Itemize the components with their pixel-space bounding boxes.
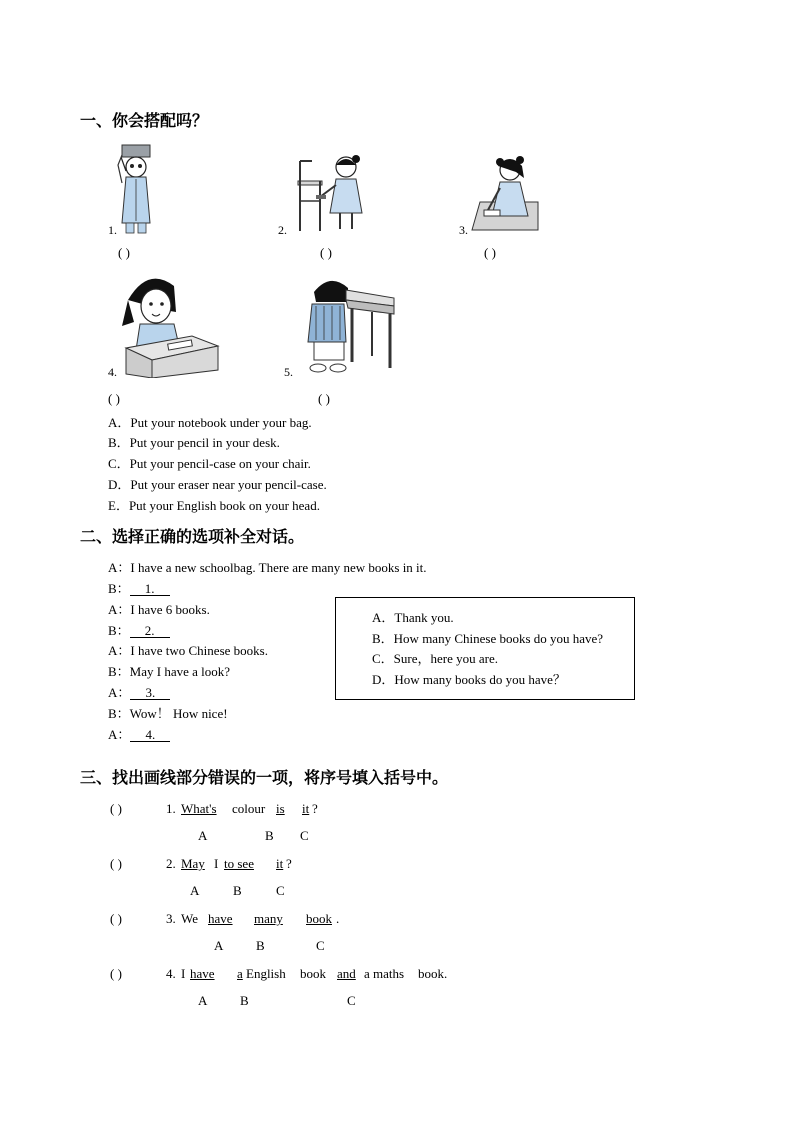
picture-5-answer[interactable]: ( ) xyxy=(318,391,330,406)
picture-2-chair xyxy=(290,151,382,233)
dialogue-line: A： 3. xyxy=(108,682,170,701)
dialogue-line: A： 4. xyxy=(108,724,170,743)
question-1-word-b: is xyxy=(276,801,285,816)
picture-4-answer[interactable]: ( ) xyxy=(108,391,120,406)
dialogue-line: B： 2. xyxy=(108,620,170,639)
question-3-answer[interactable]: ( ) xyxy=(110,911,122,926)
question-2-punct: ? xyxy=(286,856,292,871)
question-1-label-a: A xyxy=(198,828,208,843)
question-4-label-b: B xyxy=(240,993,249,1008)
question-2-label-b: B xyxy=(233,883,242,898)
question-4-word: a maths xyxy=(364,966,405,981)
answer-blank-4[interactable]: 4. xyxy=(130,728,170,742)
dialogue-line: A：I have two Chinese books. xyxy=(108,643,268,658)
question-4-word: English xyxy=(246,966,286,981)
question-3-word: We xyxy=(181,911,198,926)
question-4-label-a: A xyxy=(198,993,208,1008)
option-c: C．Put your pencil-case on your chair. xyxy=(108,456,311,471)
choice-b: B．How many Chinese books do you have? xyxy=(372,631,604,646)
question-3-number: 3. xyxy=(166,911,176,926)
dialogue-line: A：I have 6 books. xyxy=(108,602,210,617)
question-3-word-b: many xyxy=(254,911,283,926)
question-4-answer[interactable]: ( ) xyxy=(110,966,122,981)
question-3-word-c: book xyxy=(306,911,332,926)
answer-blank-2[interactable]: 2. xyxy=(130,624,170,638)
question-2-word-c: it xyxy=(276,856,284,871)
section2-heading: 二、选择正确的选项补全对话。 xyxy=(80,527,305,546)
question-1-label-b: B xyxy=(265,828,274,843)
question-3-label-a: A xyxy=(214,938,224,953)
question-4-word-b: a xyxy=(237,966,243,981)
question-1-word-a: What's xyxy=(181,801,217,816)
picture-2-answer[interactable]: ( ) xyxy=(320,245,332,260)
question-2-label-c: C xyxy=(276,883,285,898)
question-1-number: 1. xyxy=(166,801,176,816)
dialogue-line: B：May I have a look? xyxy=(108,664,231,679)
question-3-label-b: B xyxy=(256,938,265,953)
question-4-number: 4. xyxy=(166,966,176,981)
option-b: B．Put your pencil in your desk. xyxy=(108,435,280,450)
question-3-punct: . xyxy=(336,911,340,926)
question-1-answer[interactable]: ( ) xyxy=(110,801,122,816)
dialogue-line: B： 1. xyxy=(108,578,170,597)
picture-5-number: 5. xyxy=(284,365,293,379)
choice-d: D．How many books do you have？ xyxy=(372,672,566,687)
answer-blank-1[interactable]: 1. xyxy=(130,582,170,596)
answer-blank-3[interactable]: 3. xyxy=(130,686,170,700)
question-2-word-b: to see xyxy=(224,856,254,871)
question-4-word: book xyxy=(300,966,326,981)
question-4-word: book. xyxy=(418,966,448,981)
option-d: D．Put your eraser near your pencil-case. xyxy=(108,477,327,492)
option-a: A．Put your notebook under your bag. xyxy=(108,415,312,430)
question-4-word-c: and xyxy=(337,966,356,981)
picture-1-number: 1. xyxy=(108,223,117,237)
option-e: E．Put your English book on your head. xyxy=(108,498,320,513)
question-1-word-c: it xyxy=(302,801,310,816)
question-1-punct: ? xyxy=(312,801,318,816)
picture-3-number: 3. xyxy=(459,223,468,237)
question-2-label-a: A xyxy=(190,883,200,898)
question-2-answer[interactable]: ( ) xyxy=(110,856,122,871)
question-2-number: 2. xyxy=(166,856,176,871)
picture-1-book-on-head xyxy=(108,143,163,235)
picture-4-number: 4. xyxy=(108,365,117,379)
question-1-label-c: C xyxy=(300,828,309,843)
question-4-word-a: have xyxy=(190,966,215,981)
picture-4-desk xyxy=(118,270,220,378)
question-4-label-c: C xyxy=(347,993,356,1008)
dialogue-line: A：I have a new schoolbag. There are many new books in it. xyxy=(108,560,427,575)
picture-3-answer[interactable]: ( ) xyxy=(484,245,496,260)
picture-1-answer[interactable]: ( ) xyxy=(118,245,130,260)
section3-heading: 三、找出画线部分错误的一项，将序号填入括号中。 xyxy=(80,768,449,787)
question-2-word: I xyxy=(214,856,219,871)
picture-5-desk xyxy=(296,272,400,376)
picture-2-number: 2. xyxy=(278,223,287,237)
question-1-word: colour xyxy=(232,801,266,816)
choice-a: A．Thank you. xyxy=(372,610,454,625)
section1-heading: 一、你会搭配吗？ xyxy=(80,111,209,130)
picture-3-kneeling xyxy=(470,152,540,234)
question-2-word-a: May xyxy=(181,856,205,871)
question-3-label-c: C xyxy=(316,938,325,953)
question-4-word: I xyxy=(181,966,186,981)
question-3-word-a: have xyxy=(208,911,233,926)
choice-c: C．Sure，here you are. xyxy=(372,651,498,666)
dialogue-line: B：Wow！ How nice! xyxy=(108,706,228,721)
